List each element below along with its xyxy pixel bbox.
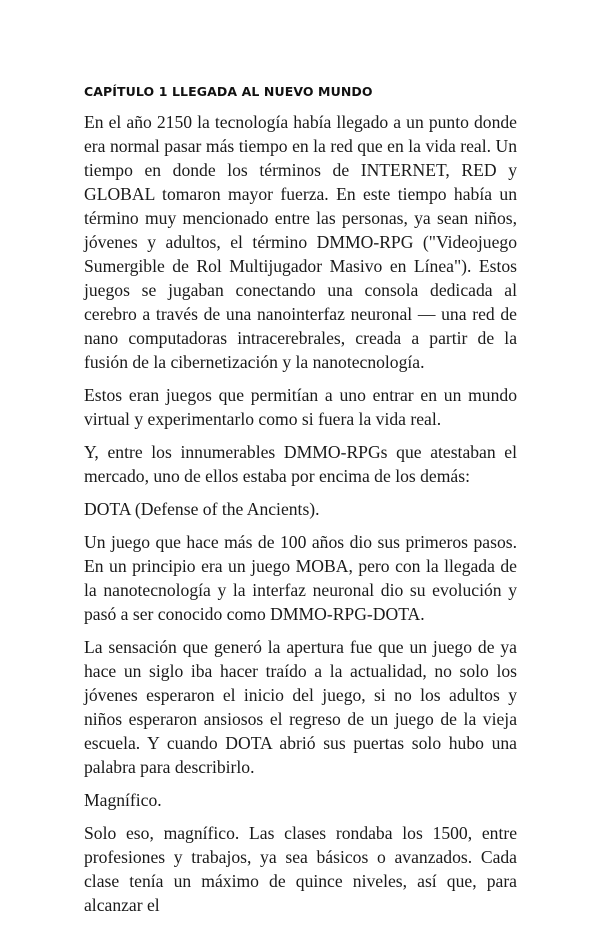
paragraph: Estos eran juegos que permitían a uno entrar en un mundo virtual y experimentarlo como si fuera la vida real. — [84, 385, 517, 429]
paragraph: Y, entre los innumerables DMMO-RPGs que atestaban el mercado, uno de ellos estaba por encima de los demás: — [84, 442, 517, 486]
paragraph: DOTA (Defense of the Ancients). — [84, 499, 320, 519]
paragraph: Un juego que hace más de 100 años dio sus primeros pasos. En un principio era un juego MOBA, pero con la llegada de la nanotecnología y la interfaz neuronal dio su evolución y pasó a ser conocido como DMMO-RPG-DOTA. — [84, 532, 517, 624]
paragraph: En el año 2150 la tecnología había llegado a un punto donde era normal pasar más tiempo en la red que en la vida real. Un tiempo en donde los términos de INTERNET, RED y GLOBAL tomaron mayor fuerza. En este tiempo había un término muy mencionado entre las personas, ya sean niños, jóvenes y adultos, el término DMMO-RPG ("Videojuego Sumergible de Rol Multijugador Masivo en Línea"). Estos juegos se jugaban conectando una consola dedicada al cerebro a través de una nanointerfaz neuronal — una red de nano computadoras intracerebrales, creada a partir de la fusión de la cibernetización y la nanotecnología. — [84, 112, 517, 372]
chapter-title: CAPÍTULO 1 LLEGADA AL NUEVO MUNDO — [84, 84, 373, 99]
book-page — [84, 82, 517, 926]
paragraph: La sensación que generó la apertura fue que un juego de ya hace un siglo iba hacer traído a la actualidad, no solo los jóvenes esperaron el inicio del juego, si no los adultos y niños esperaron ansiosos el regreso de un juego de la vieja escuela. Y cuando DOTA abrió sus puertas solo hubo una palabra para describirlo. — [84, 637, 517, 777]
paragraph: Solo eso, magnífico. Las clases rondaba los 1500, entre profesiones y trabajos, ya sea básicos o avanzados. Cada clase tenía un máximo de quince niveles, así que, para alcanzar el — [84, 823, 517, 915]
paragraph: Magnífico. — [84, 790, 162, 810]
